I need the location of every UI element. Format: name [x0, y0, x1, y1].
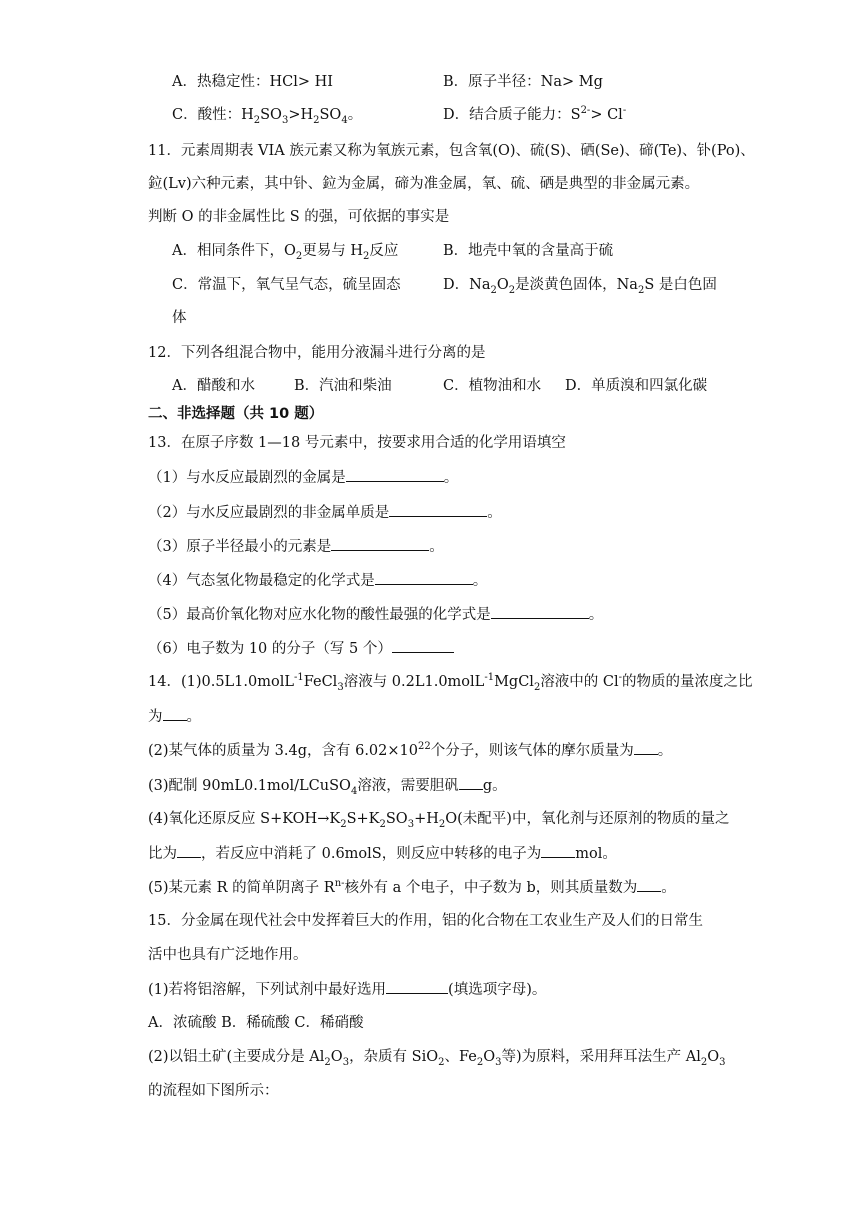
answer-blank[interactable] [346, 467, 444, 482]
q13-part6: （6）电子数为 10 的分子（写 5 个） [148, 638, 454, 659]
q14-part1: 14．(1)0.5L1.0molL$^{-1}$FeCl$_3$溶液与 0.2L1.0molL$^{-1}$MgCl$_2$溶液中的 Cl-的物质的量浓度之比 [148, 672, 753, 693]
q15-part1: (1)若将铝溶解，下列试剂中最好选用 (填选项字母)。 [148, 979, 546, 1000]
q13-part1: （1）与水反应最剧烈的金属是 。 [148, 467, 458, 488]
q11-stem-line2: 鉝(Lv)六种元素，其中钋、鉝为金属，碲为准金属，氧、硫、硒是典型的非金属元素。 [148, 176, 700, 192]
q10-option-c[interactable]: C．酸性：$H_2SO_3>H_2SO_4$。 [172, 107, 363, 126]
q11-option-c[interactable]: C．常温下，氧气呈气态，硫呈固态 [172, 277, 401, 293]
q13-part3: （3）原子半径最小的元素是 。 [148, 536, 444, 557]
q15-stem-line1: 15．分金属在现代社会中发挥着巨大的作用，铝的化合物在工农业生产及人们的日常生 [148, 913, 703, 929]
answer-blank[interactable] [491, 604, 589, 619]
answer-blank[interactable] [163, 706, 187, 721]
q10-option-d[interactable]: D．结合质子能力：$S^{2-}> Cl^-$ [443, 105, 627, 123]
answer-blank[interactable] [177, 843, 201, 858]
q11-option-d-continued: 体 [172, 310, 187, 326]
q14-part1-cont: 为 。 [148, 706, 201, 727]
q14-part4-cont: 比为 ，若反应中消耗了 0.6molS，则反应中转移的电子为 mol。 [148, 843, 617, 864]
q11-option-d[interactable]: D．$Na_2O_2$是淡黄色固体，$Na_2S$ 是白色固 [443, 277, 717, 296]
q11-option-b[interactable]: B．地壳中氧的含量高于硫 [443, 243, 614, 259]
section-heading: 二、非选择题（共 10 题） [148, 406, 324, 422]
q13-stem: 13．在原子序数 1—18 号元素中，按要求用合适的化学用语填空 [148, 435, 566, 451]
answer-blank[interactable] [331, 536, 429, 551]
answer-blank[interactable] [386, 979, 448, 994]
q12-option-a[interactable]: A．醋酸和水 [172, 378, 255, 394]
q14-part2: (2)某气体的质量为 3.4g，含有 $6.02\times 10^{22}$个分子，则该气体的摩尔质量为 。 [148, 741, 673, 759]
q15-part2: (2)以铝土矿(主要成分是 $Al_2O_3$，杂质有 SiO$_2$、$Fe_2O_3$等)为原料，采用拜耳法生产 $Al_2O_3$ [148, 1049, 726, 1068]
q12-option-d[interactable]: D．单质溴和四氯化碳 [565, 378, 708, 394]
q13-part4: （4）气态氢化物最稳定的化学式是 。 [148, 570, 487, 591]
q10-option-b[interactable]: B．原子半径：Na> Mg [443, 74, 603, 90]
q13-part2: （2）与水反应最剧烈的非金属单质是 。 [148, 502, 502, 523]
q12-stem: 12．下列各组混合物中，能用分液漏斗进行分离的是 [148, 345, 486, 361]
q11-option-a[interactable]: A．相同条件下，$O_2$更易与 $H_2$反应 [172, 243, 399, 262]
q10-option-a[interactable]: A．热稳定性：HCl> HI [172, 74, 333, 90]
q15-stem-line2: 活中也具有广泛地作用。 [148, 947, 308, 963]
answer-blank[interactable] [459, 775, 483, 790]
q11-stem-line1: 11．元素周期表 VIA 族元素又称为氧族元素，包含氧(O)、硫(S)、硒(Se)、碲(Te)、钋(Po)、 [148, 143, 755, 159]
answer-blank[interactable] [634, 740, 658, 755]
q15-part2-cont: 的流程如下图所示： [148, 1083, 279, 1099]
q14-part4: (4)氧化还原反应 $S+KOH\to K_2S+K_2SO_3+H_2O$(未配平)中，氧化剂与还原剂的物质的量之 [148, 811, 730, 830]
answer-blank[interactable] [375, 570, 473, 585]
answer-blank[interactable] [389, 502, 487, 517]
answer-blank[interactable] [541, 843, 575, 858]
q15-part1-options[interactable]: A．浓硫酸 B．稀硫酸 C．稀硝酸 [148, 1015, 364, 1031]
answer-blank[interactable] [637, 877, 661, 892]
q12-option-c[interactable]: C．植物油和水 [443, 378, 542, 394]
answer-blank[interactable] [392, 638, 454, 653]
q14-part3: (3)配制 90mL0.1mol/LCuSO$_4$溶液，需要胆矾 g。 [148, 775, 507, 796]
q12-option-b[interactable]: B．汽油和柴油 [294, 378, 392, 394]
q11-stem-line3: 判断 O 的非金属性比 S 的强，可依据的事实是 [148, 209, 450, 225]
q14-part5: (5)某元素 R 的简单阴离子 $R^{n-}$核外有 a 个电子，中子数为 b，则其质量数为 。 [148, 878, 676, 896]
q13-part5: （5）最高价氧化物对应水化物的酸性最强的化学式是 。 [148, 604, 603, 625]
